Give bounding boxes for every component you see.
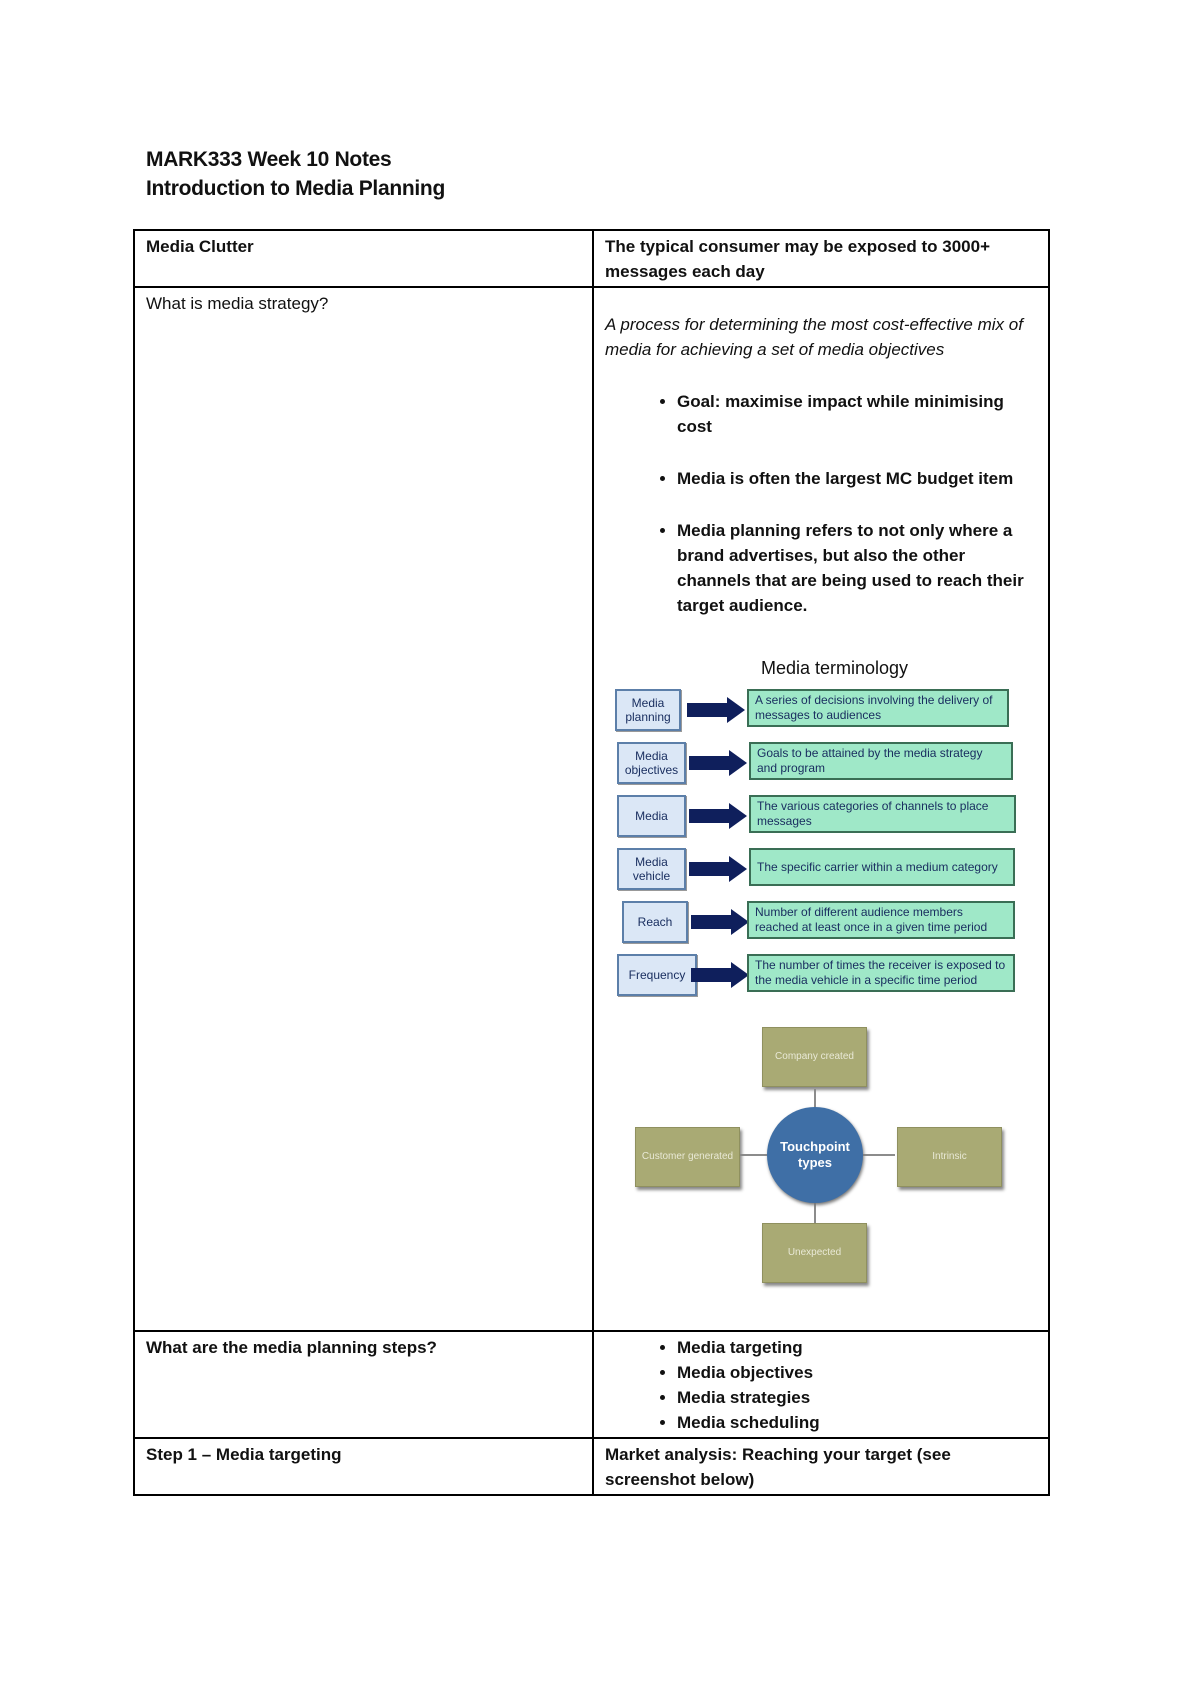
table-row <box>134 1438 1049 1495</box>
touchpoint-customer-generated: Customer generated <box>635 1127 740 1187</box>
term-box: Frequency <box>617 954 697 996</box>
touchpoint-diagram <box>605 1027 1038 1309</box>
definition-box: A series of decisions involving the delivery of messages to audiences <box>747 689 1009 727</box>
planning-steps-list <box>605 1335 1038 1435</box>
arrow-right-icon <box>689 750 747 776</box>
touchpoint-intrinsic: Intrinsic <box>897 1127 1002 1187</box>
table-row <box>134 230 1049 287</box>
terminology-row <box>605 795 1038 848</box>
touchpoint-types-circle: Touchpoint types <box>767 1107 863 1203</box>
terminology-row <box>605 901 1038 954</box>
row-label-media-strategy: What is media strategy? <box>134 287 593 1331</box>
term-box: Media <box>617 795 686 837</box>
term-box: Media planning <box>615 689 681 731</box>
terminology-row <box>605 954 1038 1007</box>
definition-box: The number of times the receiver is exposed to the media vehicle in a specific time period <box>747 954 1015 992</box>
list-item: • Goal: maximise impact while minimising cost <box>677 389 1038 439</box>
list-item: • Media targeting <box>677 1335 1038 1360</box>
definition-box: Number of different audience members reached at least once in a given time period <box>747 901 1015 939</box>
terminology-row <box>605 742 1038 795</box>
table-row <box>134 287 1049 1331</box>
terminology-row <box>605 848 1038 901</box>
term-box: Media vehicle <box>617 848 686 890</box>
terminology-diagram-title: Media terminology <box>760 658 909 678</box>
table-row <box>134 1331 1049 1438</box>
arrow-right-icon <box>689 856 747 882</box>
row-label-step1: Step 1 – Media targeting <box>134 1438 593 1495</box>
term-box: Reach <box>622 901 688 943</box>
notes-table <box>133 229 1050 1496</box>
list-item: • Media planning refers to not only where a brand advertises, but also the other channels that are being used to reach their target audience. <box>677 518 1038 618</box>
document-subtitle: Introduction to Media Planning <box>146 177 445 200</box>
term-box: Media objectives <box>617 742 686 784</box>
arrow-right-icon <box>691 909 749 935</box>
media-strategy-definition: A process for determining the most cost-effective mix of media for achieving a set of media objectives <box>605 315 1023 359</box>
list-item: • Media is often the largest MC budget item <box>677 466 1038 491</box>
definition-box: Goals to be attained by the media strategy and program <box>749 742 1013 780</box>
row-text-media-clutter: The typical consumer may be exposed to 3000+ messages each day <box>593 230 1049 287</box>
arrow-right-icon <box>687 697 745 723</box>
list-item: • Media scheduling <box>677 1410 1038 1435</box>
touchpoint-unexpected: Unexpected <box>762 1223 867 1283</box>
list-item: • Media objectives <box>677 1360 1038 1385</box>
arrow-right-icon <box>689 803 747 829</box>
media-strategy-bullets <box>605 389 1038 618</box>
row-label-media-clutter: Media Clutter <box>134 230 593 287</box>
terminology-diagram <box>605 689 1038 1007</box>
terminology-row <box>605 689 1038 742</box>
arrow-right-icon <box>691 962 749 988</box>
row-content-media-strategy <box>593 287 1049 1331</box>
row-text-step1: Market analysis: Reaching your target (see screenshot below) <box>593 1438 1049 1495</box>
row-content-planning-steps <box>593 1331 1049 1438</box>
definition-box: The specific carrier within a medium category <box>749 848 1015 886</box>
touchpoint-company-created: Company created <box>762 1027 867 1087</box>
document-title: MARK333 Week 10 Notes <box>146 148 392 171</box>
definition-box: The various categories of channels to place messages <box>749 795 1016 833</box>
list-item: • Media strategies <box>677 1385 1038 1410</box>
row-label-planning-steps: What are the media planning steps? <box>134 1331 593 1438</box>
